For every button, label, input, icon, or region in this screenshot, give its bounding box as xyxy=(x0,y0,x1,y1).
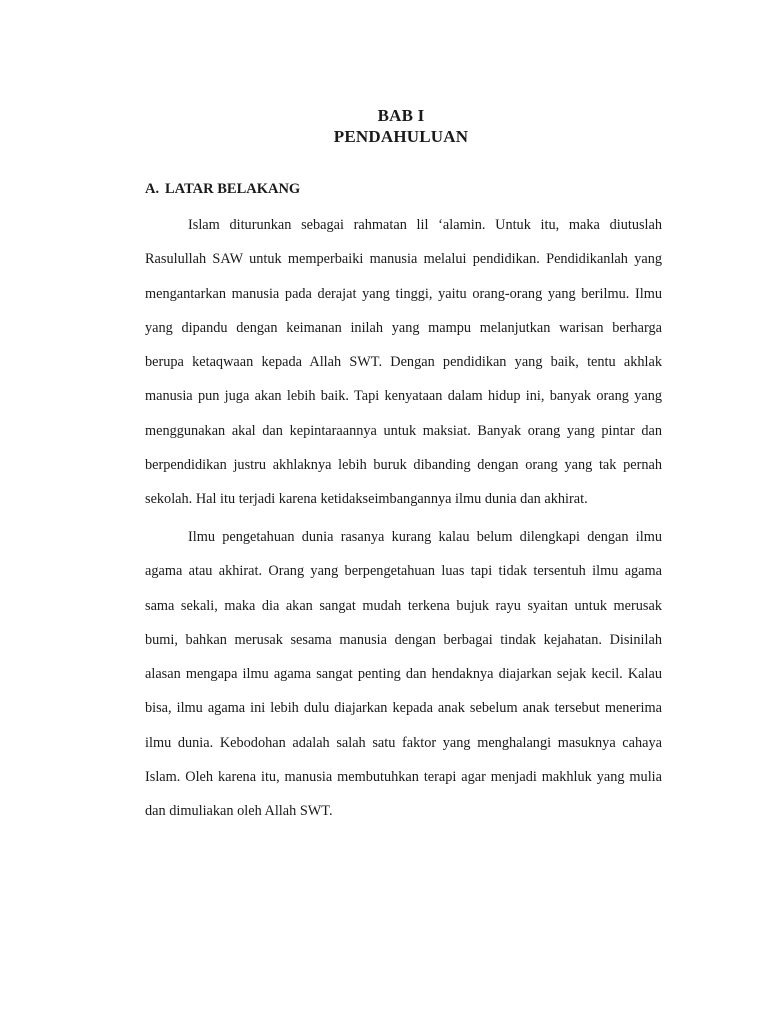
paragraph-line: agama atau akhirat. Orang yang berpengetahuan luas tapi tidak tersentuh ilmu agama xyxy=(145,563,662,580)
paragraph-line: menggunakan akal dan kepintaraannya untuk maksiat. Banyak orang yang pintar dan xyxy=(145,422,662,439)
paragraph-1 xyxy=(145,208,662,517)
paragraph-line: Islam diturunkan sebagai rahmatan lil ‘alamin. Untuk itu, maka diutuslah xyxy=(188,217,662,233)
paragraph-line: berpendidikan justru akhlaknya lebih buruk dibanding dengan orang yang tak pernah xyxy=(145,457,662,474)
paragraph-line: dan dimuliakan oleh Allah SWT. xyxy=(145,803,333,820)
paragraph-line: bumi, bahkan merusak sesama manusia dengan berbagai tindak kejahatan. Disinilah xyxy=(145,631,662,648)
paragraph-line: ilmu dunia. Kebodohan adalah salah satu faktor yang menghalangi masuknya cahaya xyxy=(145,734,662,751)
chapter-number: BAB I xyxy=(377,106,425,125)
paragraph-line: berupa ketaqwaan kepada Allah SWT. Dengan pendidikan yang baik, tentu akhlak xyxy=(145,354,662,371)
paragraph-line: Ilmu pengetahuan dunia rasanya kurang kalau belum dilengkapi dengan ilmu xyxy=(188,529,662,545)
paragraph-line: mengantarkan manusia pada derajat yang tinggi, yaitu orang-orang yang berilmu. Ilmu xyxy=(145,285,662,302)
paragraph-line: Islam. Oleh karena itu, manusia membutuhkan terapi agar menjadi makhluk yang mulia xyxy=(145,769,662,786)
paragraph-2 xyxy=(145,520,662,829)
paragraph-line: manusia pun juga akan lebih baik. Tapi kenyataan dalam hidup ini, banyak orang yang xyxy=(145,388,662,405)
section-title: LATAR BELAKANG xyxy=(165,181,301,197)
paragraph-line: alasan mengapa ilmu agama sangat penting dan hendaknya diajarkan sejak kecil. Kalau xyxy=(145,666,662,683)
paragraph-line: sekolah. Hal itu terjadi karena ketidakseimbangannya ilmu dunia dan akhirat. xyxy=(145,491,588,508)
paragraph-line: Rasulullah SAW untuk memperbaiki manusia melalui pendidikan. Pendidikanlah yang xyxy=(145,251,662,268)
section-letter: A. xyxy=(145,181,160,197)
chapter-title: PENDAHULUAN xyxy=(333,127,469,146)
section-heading xyxy=(145,181,300,198)
paragraph-line: sama sekali, maka dia akan sangat mudah terkena bujuk rayu syaitan untuk merusak xyxy=(145,597,662,614)
paragraph-line: bisa, ilmu agama ini lebih dulu diajarkan kepada anak sebelum anak tersebut menerima xyxy=(145,700,662,717)
paragraph-line: yang dipandu dengan keimanan inilah yang mampu melanjutkan warisan berharga xyxy=(145,319,662,336)
